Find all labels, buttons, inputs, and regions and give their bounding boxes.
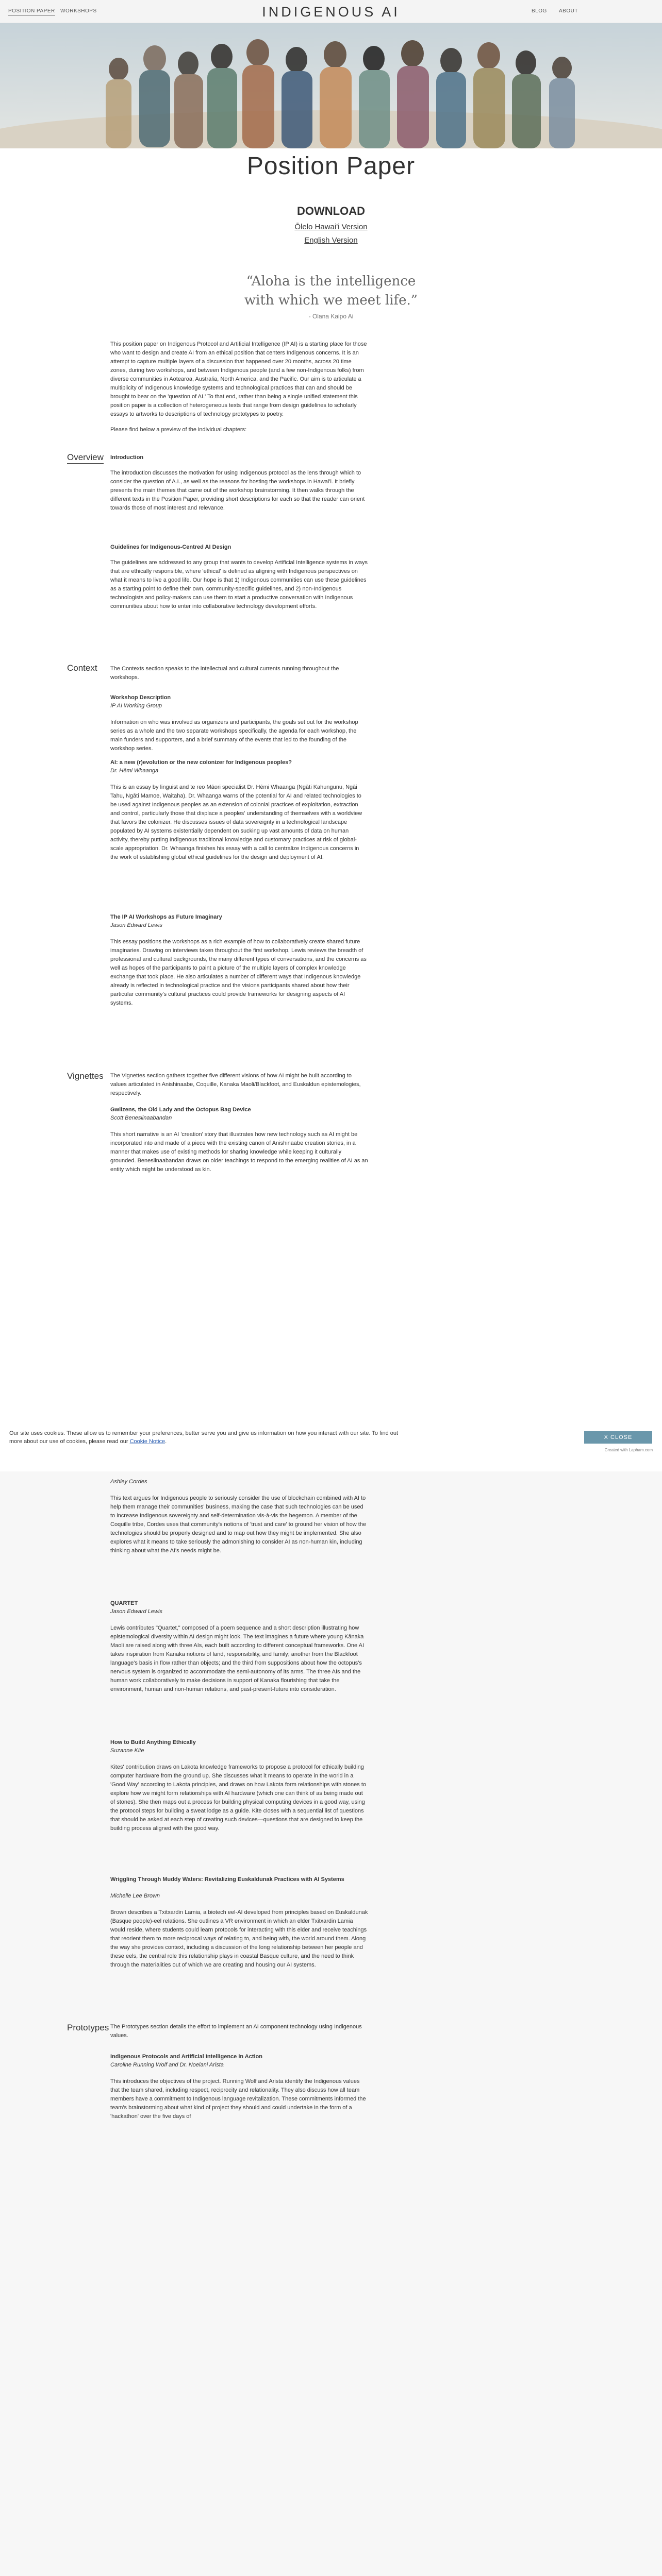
item-text: This is an essay by linguist and te reo Māori specialist Dr. Hēmi Whaanga (Ngāti Kahungunu, Ngāi Tahu, Ngāti Mamoe, Waitaha). Dr. Whaanga warns of the potential for AI and related technologies to be used against Indigenous peoples as an extension of colonial practices of exploitation, extraction and control, particularly those that displace a peoples' understanding of themselves with a worldview that favors the colonizer. He discusses issues of data sovereignty in a technological landscape populated by AI systems existentially dependent on sucking up vast amounts of data on human activity, thereby putting Indigenous traditional knowledge and customary practices at risk of global-scale appropriation. Dr. Whaanga finishes his essay with a call to centralize Indigenous concerns in the work of establishing global ethical guidelines for the design and deployment of AI. [110,784,362,860]
section-title-prototypes: Prototypes [67,2023,109,2032]
download-english-link[interactable]: English Version [304,236,358,245]
cookie-notice-link[interactable]: Cookie Notice [129,1438,166,1445]
download-hawaiian-link[interactable]: Ōlelo Hawai'i Version [294,223,368,231]
quote-line-1: “Aloha is the intelligence [246,274,416,289]
cookie-close-button[interactable]: X CLOSE [584,1431,652,1444]
item-author: Ashley Cordes [110,1479,147,1485]
item-text: Information on who was involved as organizers and participants, the goals set out for the workshop series as a whole and the two separate workshops specifically, the agenda for each workshop, the main funders and supporters, and a brief summary of the events that led to the founding of the workshop series. [110,719,358,752]
section-title-overview: Overview [67,452,104,464]
nav-blog[interactable]: BLOG [532,8,547,14]
item-title: Workshop Description [110,694,171,701]
item-author: IP AI Working Group [110,703,162,709]
cookie-notice-bar [0,1424,662,1471]
item-text: Kites' contribution draws on Lakota knowledge frameworks to propose a protocol for ethically building computer hardware from the ground up. She discusses what it means to operate in the world in a 'Good Way' according to Lakota principles, and draws on how Lakota form relationships with stones to explore how we might form relationships with AI hardware (which one can think of as being made out of stones). She then maps out a process for building physical computing devices in a good way, using the protocol steps for building a sweat lodge as a guide. Kite closes with a sequential list of questions that should be asked at each step of creating such devices—questions that are designed to keep the building process aligned with the good way. [110,1764,366,1832]
item-text: Brown describes a Txitxardin Lamia, a biotech eel-AI developed from principles based on Euskaldunak (Basque people)-eel relations. She outlines a VR environment in which an elder Txitxardin Lamia would reside, where students could learn protocols for interacting with this elder and receive teachings that reorient them to more reciprocal ways of relating to, and being with, the world around them. Along the way she provides context, including a discussion of the long relationship between her people and these eels, the central role this relationship plays in coastal Basque culture, and the need to think through the materialities out of which we are creating and housing our AI systems. [110,1909,368,1968]
item-text: This text argues for Indigenous people to seriously consider the use of blockchain combined with AI to help them manage their communities' business, making the case that such technologies can be used to increase Indigenous sovereignty and self-determination vis-à-vis the hegemon. A member of the Coquille tribe, Cordes uses that community's notions of 'trust and care' to ground her vision of how the technologies should be properly designed and to map out how they might be implemented. She also explores what it means to take seriously the admonishing to consider AI as non-human kin, including thinking about what the AI's needs might be. [110,1495,367,1554]
item-text: The guidelines are addressed to any group that wants to develop Artificial Intelligence systems in ways that are ethically responsible, where 'ethical' is defined as aligning with Indigenous perspectives on what it means to live a good life. Our hope is that 1) Indigenous communities can use these guidelines as a starting point to define their own, community-specific guidelines, and 2) non-Indigenous technologists and policy-makers can use them to start a productive conversation with Indigenous communities about how to enter into collaborative technology development efforts. [110,560,368,609]
section-intro: The Vignettes section gathers together five different visions of how AI might be built according to values articulated in Anishinaabe, Coquille, Kanaka Maoli/Blackfoot, and Euskaldun epistemologies, respectively. [110,1073,361,1096]
item-text: Lewis contributes "Quartet," composed of a poem sequence and a short description illustrating how epistemological diversity within AI design might look. The text imagines a future where young Kānaka Maoli are raised along with three AIs, each built according to different conceptual frameworks. One AI takes inspiration from Kanaka notions of land, responsibility, and family; another from the Blackfoot language's basis in flow rather than objects; and the third from suppositions about how the octopus's nervous system is organized to accommodate the semi-autonomy of its arms. The three AIs and the human work collaboratively to make decisions in support of Kanaka flourishing that take the environment, human and non-human relations, and past-present-future into consideration. [110,1625,365,1692]
item-title: Introduction [110,454,144,461]
item-text: The introduction discusses the motivation for using Indigenous protocol as the lens through which to consider the question of A.I., as well as the reasons for hosting the workshops in Hawai'i. It briefly presents the main themes that came out of the workshop brainstorming. It then walks through the different texts in the Position Paper, providing short descriptions for each so that the reader can orient towards those of most interest and relevance. [110,470,365,511]
page-title: Position Paper [246,152,416,180]
people-illustration-icon [0,23,662,148]
section-title-context: Context [67,663,97,673]
quote-line-2: with which we meet life.” [244,293,418,308]
item-text: This short narrative is an AI 'creation' story that illustrates how new technology such as AI might be incorporated into and made of a piece with the existing canon of Anishinaabe creation stories, in a manner that makes use of existing methods for sharing knowledge while keeping it culturally grounded. Benesiinaabandan draws on older teachings to respond to the emerging realities of AI as an entity which might be understood as kin. [110,1131,368,1173]
item-author: Jason Edward Lewis [110,922,162,928]
builder-credit[interactable]: Created with Lapham.com [604,1448,653,1452]
top-navigation [0,0,662,23]
cookie-notice-text: Our site uses cookies. These allow us to remember your preferences, better serve you and give us information on how you interact with our site. To find out more about our use of cookies, please read our Cookie Notice. [9,1430,399,1445]
item-title: Wriggling Through Muddy Waters: Revitalizing Euskaldunak Practices with AI Systems [110,1876,344,1883]
item-title: AI: a new (r)evolution or the new colonizer for Indigenous peoples? [110,759,292,766]
quote-attribution: - Olana Kaipo Ai [308,313,354,320]
site-title[interactable]: INDIGENOUS AI [262,4,400,20]
item-title: The IP AI Workshops as Future Imaginary [110,914,222,920]
item-title: Gwiizens, the Old Lady and the Octopus Bag Device [110,1107,251,1113]
item-author: Jason Edward Lewis [110,1608,162,1615]
section-intro: The Contexts section speaks to the intellectual and cultural currents running throughout the workshops. [110,666,339,681]
item-author: Michelle Lee Brown [110,1893,160,1899]
item-author: Scott Benesiinaabandan [110,1115,172,1121]
item-author: Suzanne Kite [110,1748,144,1754]
item-text: This introduces the objectives of the project. Running Wolf and Arista identify the Indigenous values that the team shared, including respect, reciprocity and relationality. They also discuss how all team members have a commitment to Indigenous language revitalization. These commitments informed the team's brainstorming about what kind of project they should and could undertake in the form of a 'hackathon' over the five days of [110,2078,366,2120]
section-title-vignettes: Vignettes [67,1071,104,1081]
pull-quote [0,272,662,310]
item-author: Dr. Hēmi Whaanga [110,768,159,774]
item-title: QUARTET [110,1600,138,1606]
nav-workshops[interactable]: WORKSHOPS [60,8,97,14]
item-author: Caroline Running Wolf and Dr. Noelani Arista [110,2062,224,2068]
hero-illustration [0,23,662,148]
item-title: How to Build Anything Ethically [110,1739,196,1745]
item-title: Guidelines for Indigenous-Centred AI Design [110,544,231,550]
nav-position-paper[interactable]: POSITION PAPER [8,8,55,15]
intro-paragraph: This position paper on Indigenous Protocol and Artificial Intelligence (IP AI) is a starting place for those who want to design and create AI from an ethical position that centers Indigenous concerns. It is an attempt to capture multiple layers of a discussion that happened over 20 months, across 20 time zones, during two workshops, and between Indigenous people (and a few non-Indigenous folks) from diverse communities in Aotearoa, Australia, North America, and the Pacific. Our aim is to articulate a multiplicity of Indigenous knowledge systems and technological practices that can and should be brought to bear on the 'question of AI.' To that end, rather than being a single unified statement this position paper is a collection of heterogeneous texts that range from design guidelines to scholarly essays to artworks to descriptions of technology prototypes to poetry. [110,341,367,417]
item-title: Indigenous Protocols and Artificial Intelligence in Action [110,2054,262,2060]
section-intro: The Prototypes section details the effort to implement an AI component technology using Indigenous values. [110,2024,362,2039]
download-heading: DOWNLOAD [297,205,365,217]
item-text: This essay positions the workshops as a rich example of how to collaboratively create shared future imaginaries. Drawing on interviews taken throughout the first workshop, Lewis reviews the breadth of professional and cultural backgrounds, the many different types of conversations, and the concerns as well as hopes of the participants to paint a picture of the multiple layers of complex knowledge exchange that took place. He also articulates a number of different ways that Indigenous knowledge already is reflected in technological practice and the visions participants shared about how their particular community's cultural practices could provide frameworks for designing aspects of AI systems. [110,939,367,1006]
intro-preview-line: Please find below a preview of the individual chapters: [110,427,247,433]
lower-content [0,1471,662,2576]
nav-about[interactable]: ABOUT [559,8,578,14]
